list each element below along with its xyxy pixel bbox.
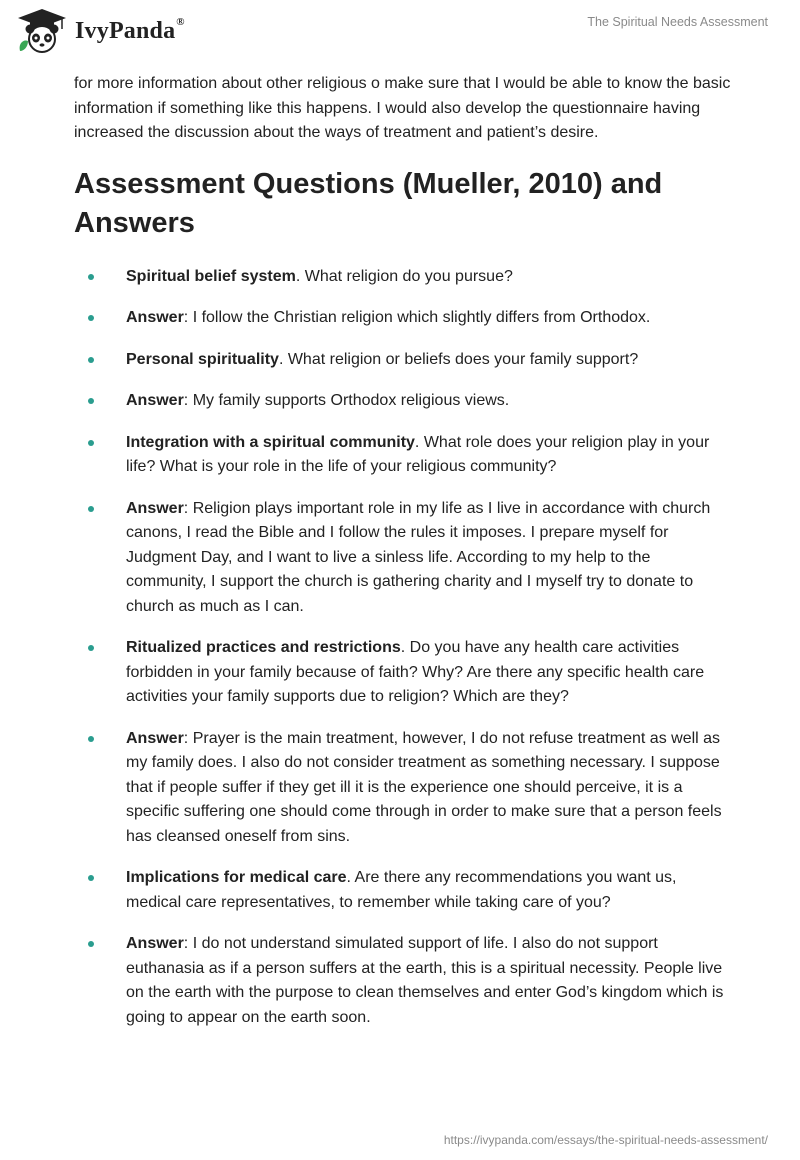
list-item: Implications for medical care. Are there any recommendations you want us, medical care representatives, to remember while taking care of you? bbox=[74, 866, 734, 915]
bullet-icon bbox=[88, 645, 94, 651]
bullet-icon bbox=[88, 315, 94, 321]
list-item: Personal spirituality. What religion or beliefs does your family support? bbox=[74, 348, 734, 373]
ivypanda-logo[interactable] bbox=[14, 7, 185, 55]
source-url-link[interactable]: https://ivypanda.com/essays/the-spiritual-needs-assessment/ bbox=[443, 1133, 768, 1147]
list-item: Answer: I follow the Christian religion which slightly differs from Orthodox. bbox=[74, 306, 734, 331]
bullet-icon bbox=[88, 506, 94, 512]
article-body bbox=[74, 72, 734, 1047]
page-header bbox=[0, 0, 800, 70]
list-item: Answer: I do not understand simulated support of life. I also do not support euthanasia as if a person suffers at the earth, this is a spiritual necessity. People live on the earth with the purpose to clean themselves and enter God’s kingdom which is going to appear on the earth soon. bbox=[74, 932, 734, 1030]
section-heading: Assessment Questions (Mueller, 2010) and Answers bbox=[74, 167, 663, 239]
logo-wordmark: IvyPanda® bbox=[75, 15, 185, 44]
bullet-icon bbox=[88, 398, 94, 404]
intro-paragraph: for more information about other religious o make sure that I would be able to know the basic information if something like this happens. I would also develop the questionnaire having increased the discussion about the ways of treatment and patient’s desire. bbox=[74, 75, 731, 141]
bullet-icon bbox=[88, 274, 94, 280]
list-item: Ritualized practices and restrictions. Do you have any health care activities forbidden in your family because of faith? Why? Are there any specific health care activities your family supports due to religion? Which are they? bbox=[74, 636, 734, 710]
list-item: Spiritual belief system. What religion do you pursue? bbox=[74, 265, 734, 290]
list-item: Answer: My family supports Orthodox religious views. bbox=[74, 389, 734, 414]
bullet-icon bbox=[88, 357, 94, 363]
list-item: Integration with a spiritual community. What role does your religion play in your life? What is your role in the life of your religious community? bbox=[74, 431, 734, 480]
bullet-icon bbox=[88, 736, 94, 742]
bullet-icon bbox=[88, 941, 94, 947]
panda-graduate-icon bbox=[14, 7, 70, 55]
bullet-icon bbox=[88, 875, 94, 881]
document-title: The Spiritual Needs Assessment bbox=[587, 15, 768, 29]
qa-list bbox=[74, 265, 734, 1031]
list-item: Answer: Religion plays important role in my life as I live in accordance with church canons, I read the Bible and I follow the rules it imposes. I prepare myself for Judgment Day, and I want to live a sinless life. According to my help to the community, I support the church is gathering charity and I myself try to donate to church as much as I can. bbox=[74, 497, 734, 620]
bullet-icon bbox=[88, 440, 94, 446]
list-item: Answer: Prayer is the main treatment, however, I do not refuse treatment as well as my family does. I also do not consider treatment as something necessary. I suppose that if people suffer if they get ill it is the experience one should perceive, it is a specific suffering one should come through in order to make sure that a person feels has cleansed oneself from sins. bbox=[74, 727, 734, 850]
